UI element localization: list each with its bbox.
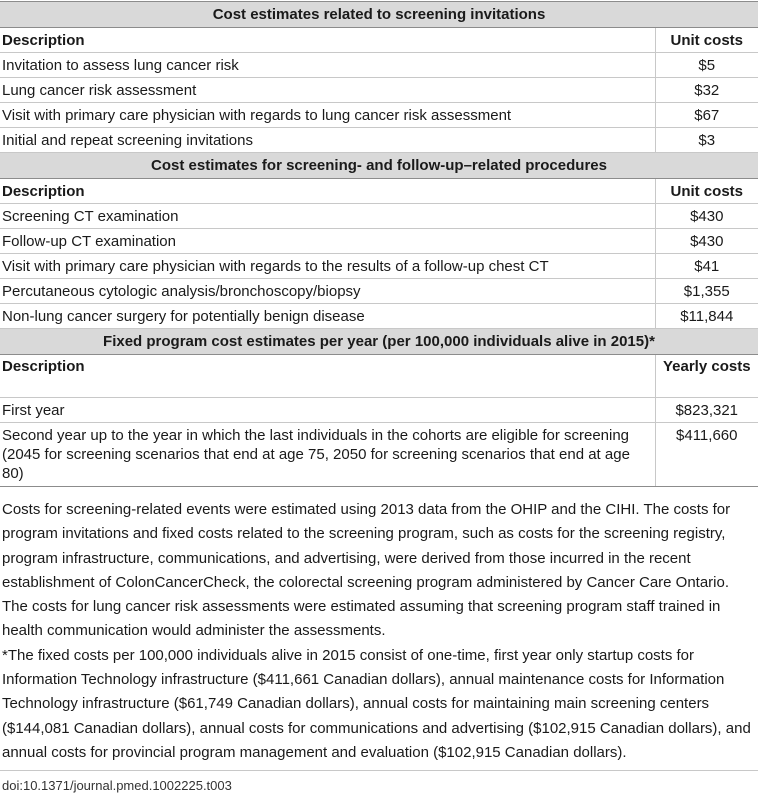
row-description: Lung cancer risk assessment bbox=[0, 78, 655, 103]
row-cost: $5 bbox=[655, 53, 758, 78]
table-row bbox=[0, 304, 758, 329]
row-description: Percutaneous cytologic analysis/bronchoscopy/biopsy bbox=[0, 279, 655, 304]
description-header: Description bbox=[0, 355, 655, 398]
row-description: Screening CT examination bbox=[0, 204, 655, 229]
column-header-row bbox=[0, 28, 758, 53]
table-footnotes bbox=[2, 498, 754, 765]
table-row bbox=[0, 229, 758, 254]
row-cost: $430 bbox=[655, 204, 758, 229]
table-row bbox=[0, 128, 758, 153]
table-row bbox=[0, 103, 758, 128]
row-description: First year bbox=[0, 398, 655, 423]
doi-link[interactable]: doi:10.1371/journal.pmed.1002225.t003 bbox=[2, 778, 232, 793]
table-row bbox=[0, 279, 758, 304]
table-row bbox=[0, 204, 758, 229]
cost-header: Unit costs bbox=[655, 28, 758, 53]
divider bbox=[0, 770, 758, 771]
row-cost: $823,321 bbox=[655, 398, 758, 423]
row-cost: $411,660 bbox=[655, 423, 758, 487]
row-description: Invitation to assess lung cancer risk bbox=[0, 53, 655, 78]
row-description: Initial and repeat screening invitations bbox=[0, 128, 655, 153]
row-cost: $1,355 bbox=[655, 279, 758, 304]
row-cost: $11,844 bbox=[655, 304, 758, 329]
cost-estimates-table bbox=[0, 1, 758, 487]
fixed-costs-footnote: *The fixed costs per 100,000 individuals alive in 2015 consist of one-time, first year only startup costs for Information Technology infrastructure ($411,661 Canadian dollars), annual maintenance costs for Information Technology infrastructure ($61,749 Canadian dollars), annual costs for maintaining main screening centers ($144,081 Canadian dollars), annual costs for communications and advertising ($102,915 Canadian dollars), and annual costs for provincial program management and evaluation ($102,915 Canadian dollars). bbox=[2, 646, 751, 761]
row-description: Visit with primary care physician with regards to lung cancer risk assessment bbox=[0, 103, 655, 128]
table-row bbox=[0, 398, 758, 423]
table-row bbox=[0, 423, 758, 487]
row-cost: $32 bbox=[655, 78, 758, 103]
table-row bbox=[0, 78, 758, 103]
cost-header: Yearly costs bbox=[655, 355, 758, 398]
section-header bbox=[0, 153, 758, 179]
row-description: Follow-up CT examination bbox=[0, 229, 655, 254]
row-description: Second year up to the year in which the last individuals in the cohorts are eligible for screening (2045 for screening scenarios that end at age 75, 2050 for screening scenarios that end at age 80) bbox=[0, 423, 655, 487]
section-title: Cost estimates for screening- and follow-up–related procedures bbox=[0, 153, 758, 179]
row-description: Visit with primary care physician with regards to the results of a follow-up chest CT bbox=[0, 254, 655, 279]
section-title: Fixed program cost estimates per year (per 100,000 individuals alive in 2015)* bbox=[0, 329, 758, 355]
row-cost: $67 bbox=[655, 103, 758, 128]
column-header-row bbox=[0, 355, 758, 398]
description-header: Description bbox=[0, 28, 655, 53]
table-row bbox=[0, 254, 758, 279]
row-description: Non-lung cancer surgery for potentially benign disease bbox=[0, 304, 655, 329]
cost-header: Unit costs bbox=[655, 179, 758, 204]
row-cost: $430 bbox=[655, 229, 758, 254]
section-header bbox=[0, 2, 758, 28]
table-row bbox=[0, 53, 758, 78]
row-cost: $3 bbox=[655, 128, 758, 153]
row-cost: $41 bbox=[655, 254, 758, 279]
description-header: Description bbox=[0, 179, 655, 204]
section-title: Cost estimates related to screening invitations bbox=[0, 2, 758, 28]
section-header bbox=[0, 329, 758, 355]
column-header-row bbox=[0, 179, 758, 204]
methods-note: Costs for screening-related events were estimated using 2013 data from the OHIP and the CIHI. The costs for program invitations and fixed costs related to the screening program, such as costs for the screening registry, program infrastructure, communications, and advertising, were derived from those incurred in the recent establishment of ColonCancerCheck, the colorectal screening program administered by Cancer Care Ontario. The costs for lung cancer risk assessments were estimated assuming that screening program staff trained in health communication would administer the assessments. bbox=[2, 501, 731, 640]
